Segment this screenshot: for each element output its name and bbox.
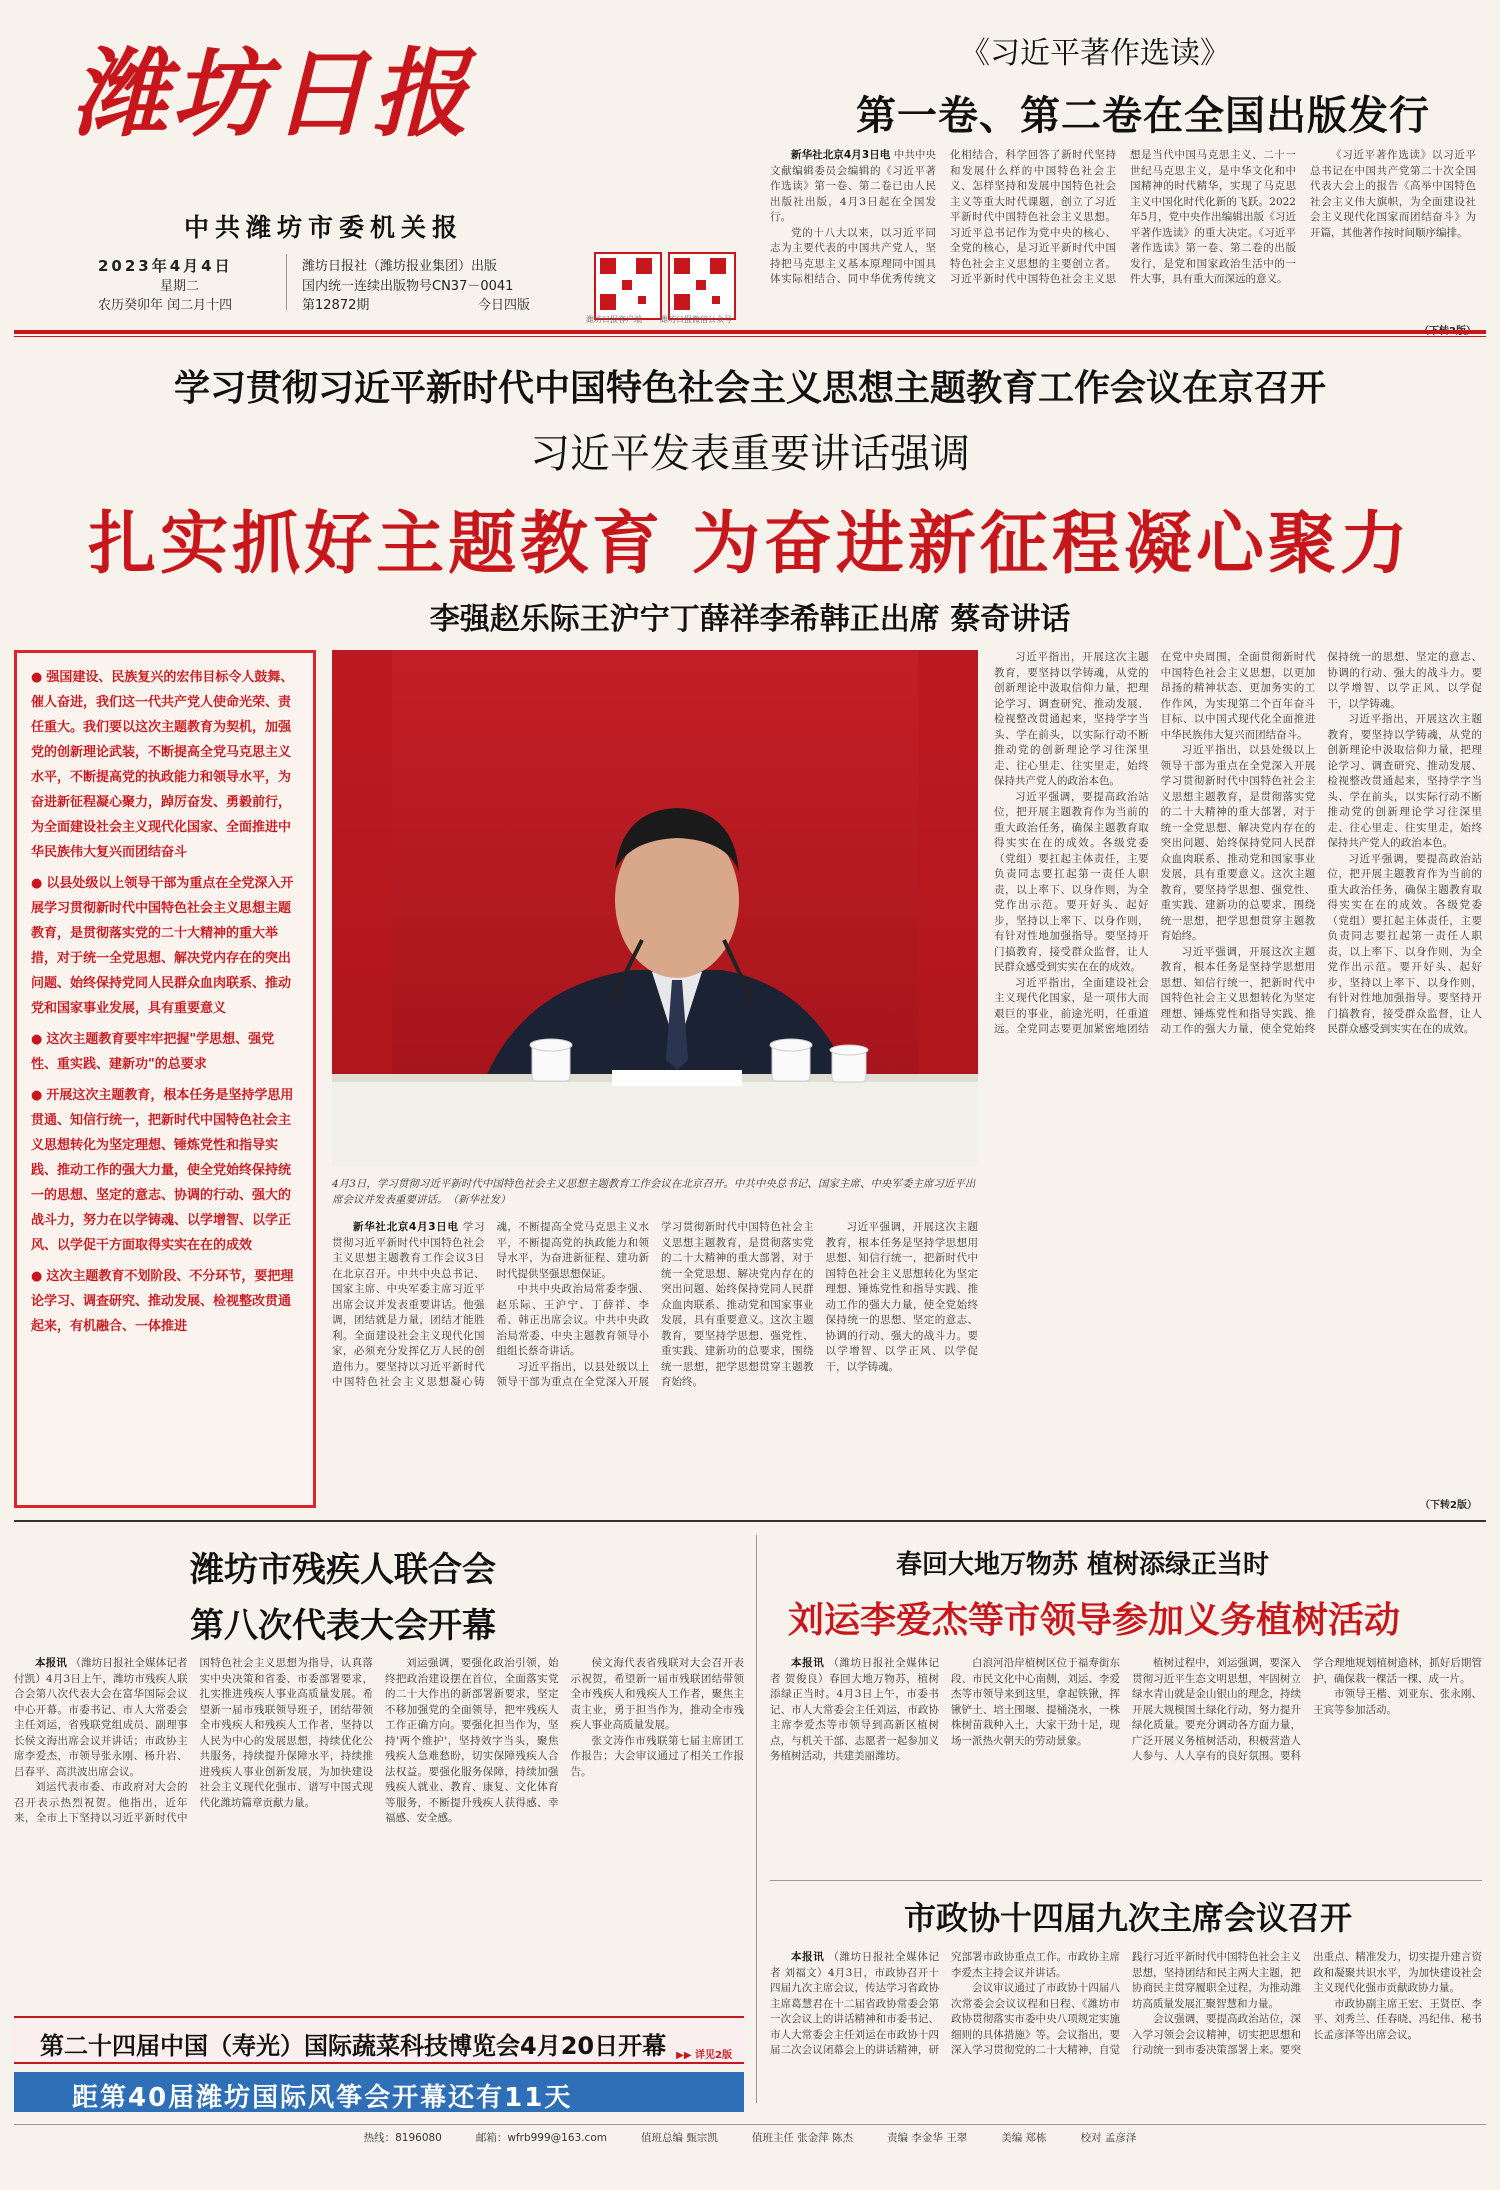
top-story-headline: 第一卷、第二卷在全国出版发行: [856, 92, 1430, 139]
top-story: [770, 20, 1476, 320]
tree-story-headline: 刘运李爱杰等市领导参加义务植树活动: [788, 1599, 1401, 1641]
qr-caption-wechat: 潍坊日报微信公众号: [660, 315, 732, 324]
cppcc-story-headline: 市政协十四届九次主席会议召开: [904, 1899, 1353, 1937]
lead-headline: 扎实抓好主题教育 为奋进新征程凝心聚力: [88, 505, 1412, 584]
top-story-body: 新华社北京4月3日电 中共中央文献编辑委员会编辑的《习近平著作选读》第一卷、第二卷已由人民出版社出版，4月3日起在全国发行。 党的十八大以来，以习近平同志为主要代表的中国共产党人，坚持把马克思主义基本原理同中国具体实际相结合、同中华优秀传统文化相结合，科学回答了新时代坚持和发展什么样的中国特色社会主义、怎样坚持和发展中国特色社会主义等重大时代课题，创立了习近平新时代中国特色社会主义思想。习近平总书记作为党中央的核心、全党的核心，是习近平新时代中国特色社会主义思想的主要创立者。习近平新时代中国特色社会主义思想是当代中国马克思主义、二十一世纪马克思主义，是中华文化和中国精神的时代精华，实现了马克思主义中国化时代化新的飞跃。2022年5月，党中央作出编辑出版《习近平著作选读》的重大决定。《习近平著作选读》第一卷、第二卷的出版发行，是党和国家政治生活中的一件大事，具有重大而深远的意义。 《习近平著作选读》以习近平总书记在中国共产党第二十次全国代表大会上的报告《高举中国特色社会主义伟大旗帜，为全面建设社会主义现代化国家而团结奋斗》为开篇，其他著作按时间顺序编排。: [770, 149, 1476, 285]
key-points-sidebar: [14, 650, 316, 1508]
qr-caption-app: 潍坊日报客户端: [586, 315, 642, 324]
footer-email[interactable]: 邮箱：wfrb999@163.com: [475, 2132, 607, 2144]
lead-kicker: 学习贯彻习近平新时代中国特色社会主义思想主题教育工作会议在京召开: [173, 367, 1326, 409]
photo-caption: 4月3日，学习贯彻习近平新时代中国特色社会主义思想主题教育工作会议在北京召开。中共中央总书记、国家主席、中央军委主席习近平出席会议并发表重要讲话。 （新华社发）: [332, 1178, 976, 1206]
footer-chief-editor: 值班总编 甄宗凯: [640, 2132, 718, 2144]
disabled-story-headline-2: 第八次代表大会开幕: [190, 1606, 496, 1646]
qr-code-wechat[interactable]: [668, 252, 736, 320]
key-point: ● 强国建设、民族复兴的宏伟目标令人鼓舞、催人奋进，我们这一代共产党人使命光荣、责任重大。我们要以这次主题教育为契机，加强党的创新理论武装，不断提高全党马克思主义水平，不断提高党的执政能力和领导水平，为奋进新征程凝心聚力，踔厉奋发、勇毅前行，为全面建设社会主义现代化国家、全面推进中华民族伟大复兴而团结奋斗: [31, 670, 294, 860]
issue-number: 第12872期: [302, 298, 370, 313]
issue-date: 2023年4月4日: [98, 257, 233, 275]
tree-story-kicker: 春回大地万物苏 植树添绿正当时: [896, 1550, 1270, 1580]
key-point: ● 这次主题教育不划阶段、不分环节，要把理论学习、调查研究、推动发展、检视整改贯通起来，有机融合、一体推进: [31, 1269, 294, 1334]
lead-deck: 李强赵乐际王沪宁丁薛祥李希韩正出席 蔡奇讲话: [429, 602, 1071, 637]
cppcc-story-body: 本报讯 （潍坊日报社全媒体记者 刘福文）4月3日，市政协召开十四届九次主席会议，传达学习省政协主席葛慧君在十二届省政协常委会第一次会议上的讲话精神和市委书记、市人大常委会主任刘运在市政协十四届二次会议闭幕会上的讲话精神，研究部署市政协重点工作。市政协主席李爱杰主持会议并讲话。 会议审议通过了市政协十四届八次常委会会议议程和日程、《潍坊市政协贯彻落实市委中央八项规定实施细则的具体措施》等。会议指出，要深入学习贯彻党的二十大精神，自觉践行习近平新时代中国特色社会主义思想，坚持团结和民主两大主题，把协商民主贯穿履职全过程，为推动潍坊高质量发展汇聚智慧和力量。 会议强调，要提高政治站位，深入学习领会会议精神，切实把思想和行动统一到市委决策部署上来。要突出重点、精准发力，切实提升建言资政和凝聚共识水平，为加快建设社会主义现代化强市贡献政协力量。 市政协副主席王宏、王贤臣、李平、刘秀兰、任春晓、冯纪伟、秘书长孟彦泽等出席会议。: [770, 1951, 1482, 2056]
photo-illustration: [332, 650, 978, 1166]
footer-duty-director: 值班主任 张金萍 陈杰: [751, 2132, 854, 2144]
key-point: ● 开展这次主题教育，根本任务是坚持学思用贯通、知信行统一，把新时代中国特色社会主义思想转化为坚定理想、锤炼党性和指导实践、推动工作的强大力量，使全党始终保持统一的思想、坚定的意志、协调的行动、强大的战斗力，努力在以学铸魂、以学增智、以学正风、以学促干方面取得实实在在的成效: [31, 1088, 294, 1253]
lead-body: 新华社北京4月3日电 学习贯彻习近平新时代中国特色社会主义思想主题教育工作会议3日在北京召开。中共中央总书记、国家主席、中央军委主席习近平出席会议并发表重要讲话。他强调，团结就是力量，团结才能胜利。全面建设社会主义现代化国家，必须充分发挥亿万人民的创造伟力。要坚持以习近平新时代中国特色社会主义思想凝心铸魂，不断提高全党马克思主义水平，不断提高党的执政能力和领导水平，为奋进新征程、建功新时代提供坚强思想保证。 中共中央政治局常委李强、赵乐际、王沪宁、丁薛祥、李希、韩正出席会议。中共中央政治局常委、中央主题教育领导小组组长蔡奇讲话。 习近平指出，以县处级以上领导干部为重点在全党深入开展学习贯彻新时代中国特色社会主义思想主题教育，是贯彻落实党的二十大精神的重大部署，对于统一全党思想、解决党内存在的突出问题、始终保持党同人民群众血肉联系、推动党和国家事业发展，具有重要意义。这次主题教育，要坚持学思想、强党性、重实践、建新功的总要求，围绕统一思想，把学思想贯穿主题教育始终。 习近平强调，开展这次主题教育，根本任务是坚持学思想用思想、知信行统一，把新时代中国特色社会主义思想转化为坚定理想、锤炼党性和指导实践、推动工作的强大力量，使全党始终保持统一的思想、坚定的意志、协调的行动、强大的战斗力。要以学增智、以学正风、以学促干，以学铸魂。: [332, 1221, 978, 1388]
footer-proofreader: 校对 孟彦泽: [1080, 2132, 1137, 2144]
expo-banner-text: 第二十四届中国（寿光）国际蔬菜科技博览会4月20日开幕: [40, 2032, 667, 2060]
footer-editors: 责编 李金华 王翠: [887, 2132, 968, 2144]
lead-jump[interactable]: （下转2版）: [1420, 1500, 1477, 1511]
qr-code-app[interactable]: [594, 252, 662, 320]
serial-number: 国内统一连续出版物号CN37－0041: [302, 279, 514, 294]
lead-body-continued: 习近平指出，开展这次主题教育，要坚持以学铸魂，从党的创新理论中汲取信仰力量，把理论学习、调查研究、推动发展、检视整改贯通起来，坚持学字当头、学在前头，以实际行动不断推动党的创新理论学习往深里走、往心里走、往实里走，始终保持共产党人的政治本色。 习近平强调，要提高政治站位，把开展主题教育作为当前的重大政治任务，确保主题教育取得实实在在的成效。各级党委（党组）要扛起主体责任，主要负责同志要扛起第一责任人职责，以上率下、以身作则，为全党作出示范。要开好头、起好步，坚持以上率下、以身作则，有针对性地加强指导。要坚持开门搞教育，接受群众监督，让人民群众感受到实实在在的成效。 习近平指出，全面建设社会主义现代化国家，是一项伟大而艰巨的事业，前途光明，任重道远。全党同志要更加紧密地团结在党中央周围，全面贯彻新时代中国特色社会主义思想，以更加昂扬的精神状态、更加务实的工作作风，为实现第二个百年奋斗目标、以中国式现代化全面推进中华民族伟大复兴而团结奋斗。 习近平指出，以县处级以上领导干部为重点在全党深入开展学习贯彻新时代中国特色社会主义思想主题教育，是贯彻落实党的二十大精神的重大部署，对于统一全党思想、解决党内存在的突出问题、始终保持党同人民群众血肉联系、推动党和国家事业发展，具有重要意义。这次主题教育，要坚持学思想、强党性、重实践、建新功的总要求，围绕统一思想，把学思想贯穿主题教育始终。 习近平强调，开展这次主题教育，根本任务是坚持学思想用思想、知信行统一，把新时代中国特色社会主义思想转化为坚定理想、锤炼党性和指导实践、推动工作的强大力量，使全党始终保持统一的思想、坚定的意志、协调的行动、强大的战斗力。要以学增智、以学正风、以学促干，以学铸魂。 习近平指出，开展这次主题教育，要坚持以学铸魂，从党的创新理论中汲取信仰力量，把理论学习、调查研究、推动发展、检视整改贯通起来，坚持学字当头、学在前头，以实际行动不断推动党的创新理论学习往深里走、往心里走、往实里走，始终保持共产党人的政治本色。 习近平强调，要提高政治站位，把开展主题教育作为当前的重大政治任务，确保主题教育取得实实在在的成效。各级党委（党组）要扛起主体责任，主要负责同志要扛起第一责任人职责，以上率下、以身作则，为全党作出示范。要开好头、起好步，坚持以上率下、以身作则，有针对性地加强指导。要坚持开门搞教育，接受群众监督，让人民群众感受到实实在在的成效。: [994, 651, 1482, 1035]
issue-weekday: 星期二: [160, 279, 200, 294]
kite-countdown-text: 距第40届潍坊国际风筝会开幕还有11天: [72, 2083, 573, 2113]
kite-countdown-banner: [14, 2072, 744, 2112]
key-point: ● 以县处级以上领导干部为重点在全党深入开展学习贯彻新时代中国特色社会主义思想主题教育，是贯彻落实党的二十大精神的重大举措，对于统一全党思想、解决党内存在的突出问题、始终保持党同人民群众血肉联系、推动党和国家事业发展，具有重要意义: [31, 876, 294, 1016]
key-point: ● 这次主题教育要牢牢把握"学思想、强党性、重实践、建新功"的总要求: [31, 1032, 275, 1072]
disabled-story-headline-1: 潍坊市残疾人联合会: [190, 1550, 496, 1590]
footer-design: 美编 郑栋: [1001, 2132, 1047, 2144]
tree-story-body: 本报讯 （潍坊日报社全媒体记者 贺俊良）春回大地万物苏，植树添绿正当时。4月3日上午，市委书记、市人大常委会主任刘运，市政协主席李爱杰等市领导到高新区植树点，与机关干部、志愿者一起参加义务植树活动，共建美丽潍坊。 白浪河沿岸植树区位于福寿街东段、市民文化中心南侧，刘运、李爱杰等市领导来到这里，拿起铁锹，挥锹铲土、培土围堰、提桶浇水，一株株树苗栽种入土，大家干劲十足，现场一派热火朝天的劳动景象。 植树过程中，刘运强调，要深入贯彻习近平生态文明思想，牢固树立绿水青山就是金山银山的理念，持续开展大规模国土绿化行动，努力提升绿化质量。要充分调动各方面力量，广泛开展义务植树活动，积极营造人人参与、人人享有的良好氛围。要科学合理地规划植树造林，抓好后期管护，确保栽一棵活一棵、成一片。 市领导王楷、刘亚东、张永刚、王宾等参加活动。: [770, 1657, 1482, 1762]
footer-bar: [14, 2130, 1486, 2152]
lead-subkicker: 习近平发表重要讲话强调: [530, 431, 970, 477]
expo-banner[interactable]: [14, 2016, 744, 2064]
newspaper-subtitle: 中共潍坊市委机关报: [184, 213, 464, 242]
top-story-kicker: 《习近平著作选读》: [960, 36, 1230, 71]
expo-banner-jump[interactable]: ▶▶ 详见2版: [676, 2050, 732, 2061]
page-count: 今日四版: [478, 298, 531, 313]
publisher: 潍坊日报社（潍坊报业集团）出版: [302, 259, 498, 274]
disabled-story-body: 本报讯 （潍坊日报社全媒体记者 付凯）4月3日上午，潍坊市残疾人联合会第八次代表大会在富华国际会议中心开幕。市委书记、市人大常委会主任刘运，省残联党组成员、副理事长侯文海出席会议并讲话；市政协主席李爱杰，市领导张永刚、杨升岩、吕春平、高洪波出席会议。 刘运代表市委、市政府对大会的召开表示热烈祝贺。他指出，近年来，全市上下坚持以习近平新时代中国特色社会主义思想为指导，认真落实中央决策和省委、市委部署要求，扎实推进残疾人事业高质量发展。希望新一届市残联领导班子，团结带领全市残疾人和残疾人工作者，坚持以人民为中心的发展思想，持续优化公共服务，持续提升保障水平，持续推进残疾人事业创新发展，为加快建设社会主义现代化强市、谱写中国式现代化潍坊篇章贡献力量。 刘运强调，要强化政治引领，始终把政治建设摆在首位，全面落实党的二十大作出的新部署新要求，坚定不移加强党的全面领导，把牢残疾人工作正确方向。要强化担当作为，坚持'两个维护'，坚持效字当头，聚焦残疾人急难愁盼，切实保障残疾人合法权益。要强化服务保障，持续加强残疾人就业、教育、康复、文化体育等服务，不断提升残疾人获得感、幸福感、安全感。 侯文海代表省残联对大会召开表示祝贺，希望新一届市残联团结带领全市残疾人和残疾人工作者，聚焦主责主业，勇于担当作为，推动全市残疾人事业高质量发展。 张文涛作市残联第七届主席团工作报告；大会审议通过了相关工作报告。: [14, 1657, 744, 1824]
lead-photo: [332, 650, 978, 1166]
newspaper-logo: 潍坊日报: [72, 37, 472, 150]
footer-hotline: 热线：8196080: [363, 2132, 442, 2144]
lunar-date: 农历癸卯年 闰二月十四: [98, 298, 233, 313]
